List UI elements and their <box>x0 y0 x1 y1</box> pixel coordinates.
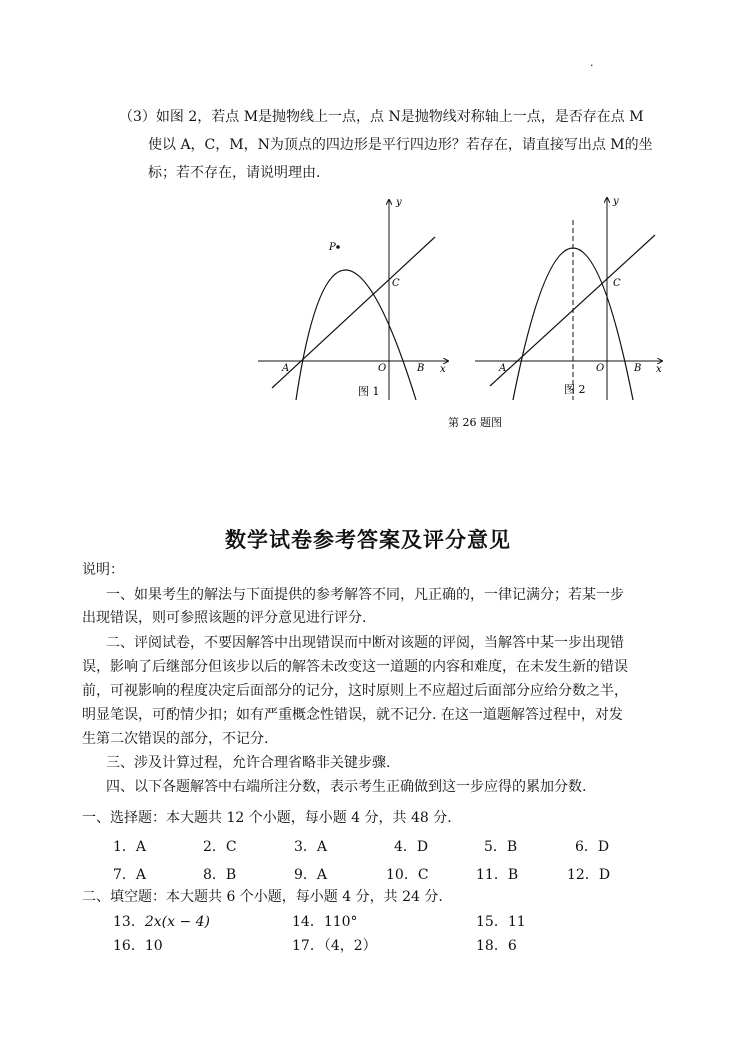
section-1-header: 一、选择题：本大题共 12 个小题，每小题 4 分，共 48 分. <box>82 810 452 826</box>
answer-5: 5．B <box>484 839 518 855</box>
answer-4: 4．D <box>394 839 429 855</box>
answer-18: 18．6 <box>476 938 517 954</box>
answer-8: 8．B <box>203 867 237 883</box>
notes-line-3: 二、评阅试卷，不要因解答中出现错误而中断对该题的评阅，当解答中某一步出现错 <box>106 635 624 651</box>
fig2-label-o: O <box>596 363 605 374</box>
notes-line-4: 误，影响了后继部分但该步以后的解答未改变这一道题的内容和难度，在未发生新的错误 <box>82 659 628 675</box>
answer-16: 16．10 <box>113 938 163 954</box>
fig2-caption: 图 2 <box>564 383 586 396</box>
figure-2 <box>475 196 662 400</box>
answer-10: 10．C <box>386 867 429 883</box>
answer-1: 1．A <box>113 839 147 855</box>
fig1-label-x: x <box>440 364 446 375</box>
fig1-parabola <box>296 270 416 400</box>
fig1-label-p: P <box>329 242 336 253</box>
answer-12: 12．D <box>567 867 611 883</box>
answer-14: 14．110° <box>292 914 358 930</box>
notes-line-8: 三、涉及计算过程，允许合理省略非关键步骤. <box>106 755 391 771</box>
notes-line-6: 明显笔误，可酌情少扣；如有严重概念性错误，就不记分. 在这一道题解答过程中，对发 <box>82 707 623 723</box>
fig1-line-ac <box>272 237 435 388</box>
question-3-line-2: 使以 A，C，M，N为顶点的四边形是平行四边形？若存在，请直接写出点 M的坐 <box>148 137 653 153</box>
notes-line-1: 一、如果考生的解法与下面提供的参考解答不同，凡正确的，一律记满分；若某一步 <box>106 587 624 603</box>
fig2-label-y: y <box>613 196 619 207</box>
notes-line-7: 生第二次错误的部分，不记分. <box>82 731 269 747</box>
figure-26 <box>250 190 700 435</box>
fig1-point-p <box>336 245 340 249</box>
fig1-label-y: y <box>396 197 402 208</box>
figure-caption: 第 26 题图 <box>448 416 502 429</box>
answer-17: 17．（4，2） <box>292 938 377 954</box>
answer-title: 数学试卷参考答案及评分意见 <box>225 527 511 552</box>
fig1-label-o: O <box>378 363 387 374</box>
answer-2: 2．C <box>203 839 237 855</box>
question-3-line-1: （3）如图 2，若点 M是抛物线上一点，点 N是抛物线对称轴上一点，是否存在点 M <box>119 109 644 125</box>
fig2-label-a: A <box>499 363 507 374</box>
fig2-label-x: x <box>656 364 662 375</box>
notes-label: 说明： <box>82 562 124 578</box>
fig1-label-c: C <box>392 278 400 289</box>
figure-1 <box>258 197 448 400</box>
answer-13-math: 2x(x − 4) <box>144 914 210 930</box>
answer-9: 9．A <box>294 867 328 883</box>
notes-line-9: 四、以下各题解答中右端所注分数，表示考生正确做到这一步应得的累加分数. <box>106 779 587 795</box>
section-2-header: 二、填空题：本大题共 6 个小题，每小题 4 分，共 24 分. <box>82 889 443 905</box>
fig2-label-b: B <box>634 363 642 374</box>
answer-13-number: 13． <box>113 914 145 930</box>
answer-6: 6．D <box>575 839 610 855</box>
fig1-label-a: A <box>282 363 290 374</box>
fig1-caption: 图 1 <box>358 385 380 398</box>
corner-dot: . <box>590 56 594 69</box>
answer-3: 3．A <box>294 839 328 855</box>
fig1-label-b: B <box>417 363 425 374</box>
fig2-line-ac <box>490 235 655 386</box>
notes-line-2: 出现错误，则可参照该题的评分意见进行评分. <box>82 610 367 626</box>
answer-15: 15．11 <box>476 914 526 930</box>
answer-7: 7．A <box>113 867 147 883</box>
question-3-line-3: 标；若不存在，请说明理由. <box>148 165 321 181</box>
answer-13 <box>113 911 210 931</box>
notes-line-5: 前，可视影响的程度决定后面部分的记分，这时原则上不应超过后面部分应给分数之半， <box>82 683 628 699</box>
answer-11: 11．B <box>476 867 519 883</box>
fig2-label-c: C <box>613 278 621 289</box>
